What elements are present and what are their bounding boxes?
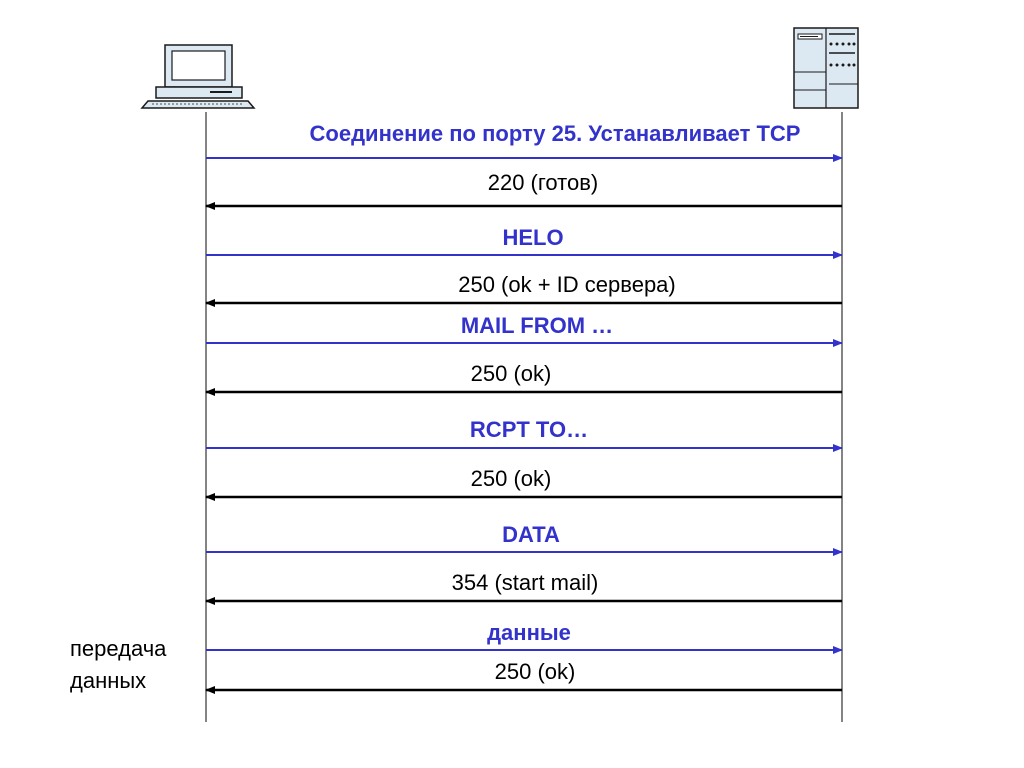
server-tower-icon [794, 28, 858, 108]
data-transfer-note-line-1: передача [70, 636, 167, 661]
data-transfer-note-line-2: данных [70, 668, 147, 693]
desktop-computer-icon [142, 45, 254, 108]
response-label-2: 220 (готов) [487, 170, 599, 195]
response-label-8: 250 (ok) [470, 466, 552, 491]
response-label-12: 250 (ok) [494, 659, 576, 684]
request-label-9: DATA [502, 522, 560, 547]
request-label-1: Соединение по порту 25. Устанавливает TCP [309, 121, 801, 146]
request-label-7: RCPT TO… [469, 417, 589, 442]
request-label-5: MAIL FROM … [460, 313, 614, 338]
request-label-11: данные [487, 620, 571, 645]
messages-layer [206, 121, 842, 690]
response-label-6: 250 (ok) [470, 361, 552, 386]
response-label-4: 250 (ok + ID сервера) [458, 272, 676, 297]
response-label-10: 354 (start mail) [451, 570, 599, 595]
data-transfer-note [70, 633, 166, 697]
request-label-3: HELO [502, 225, 564, 250]
